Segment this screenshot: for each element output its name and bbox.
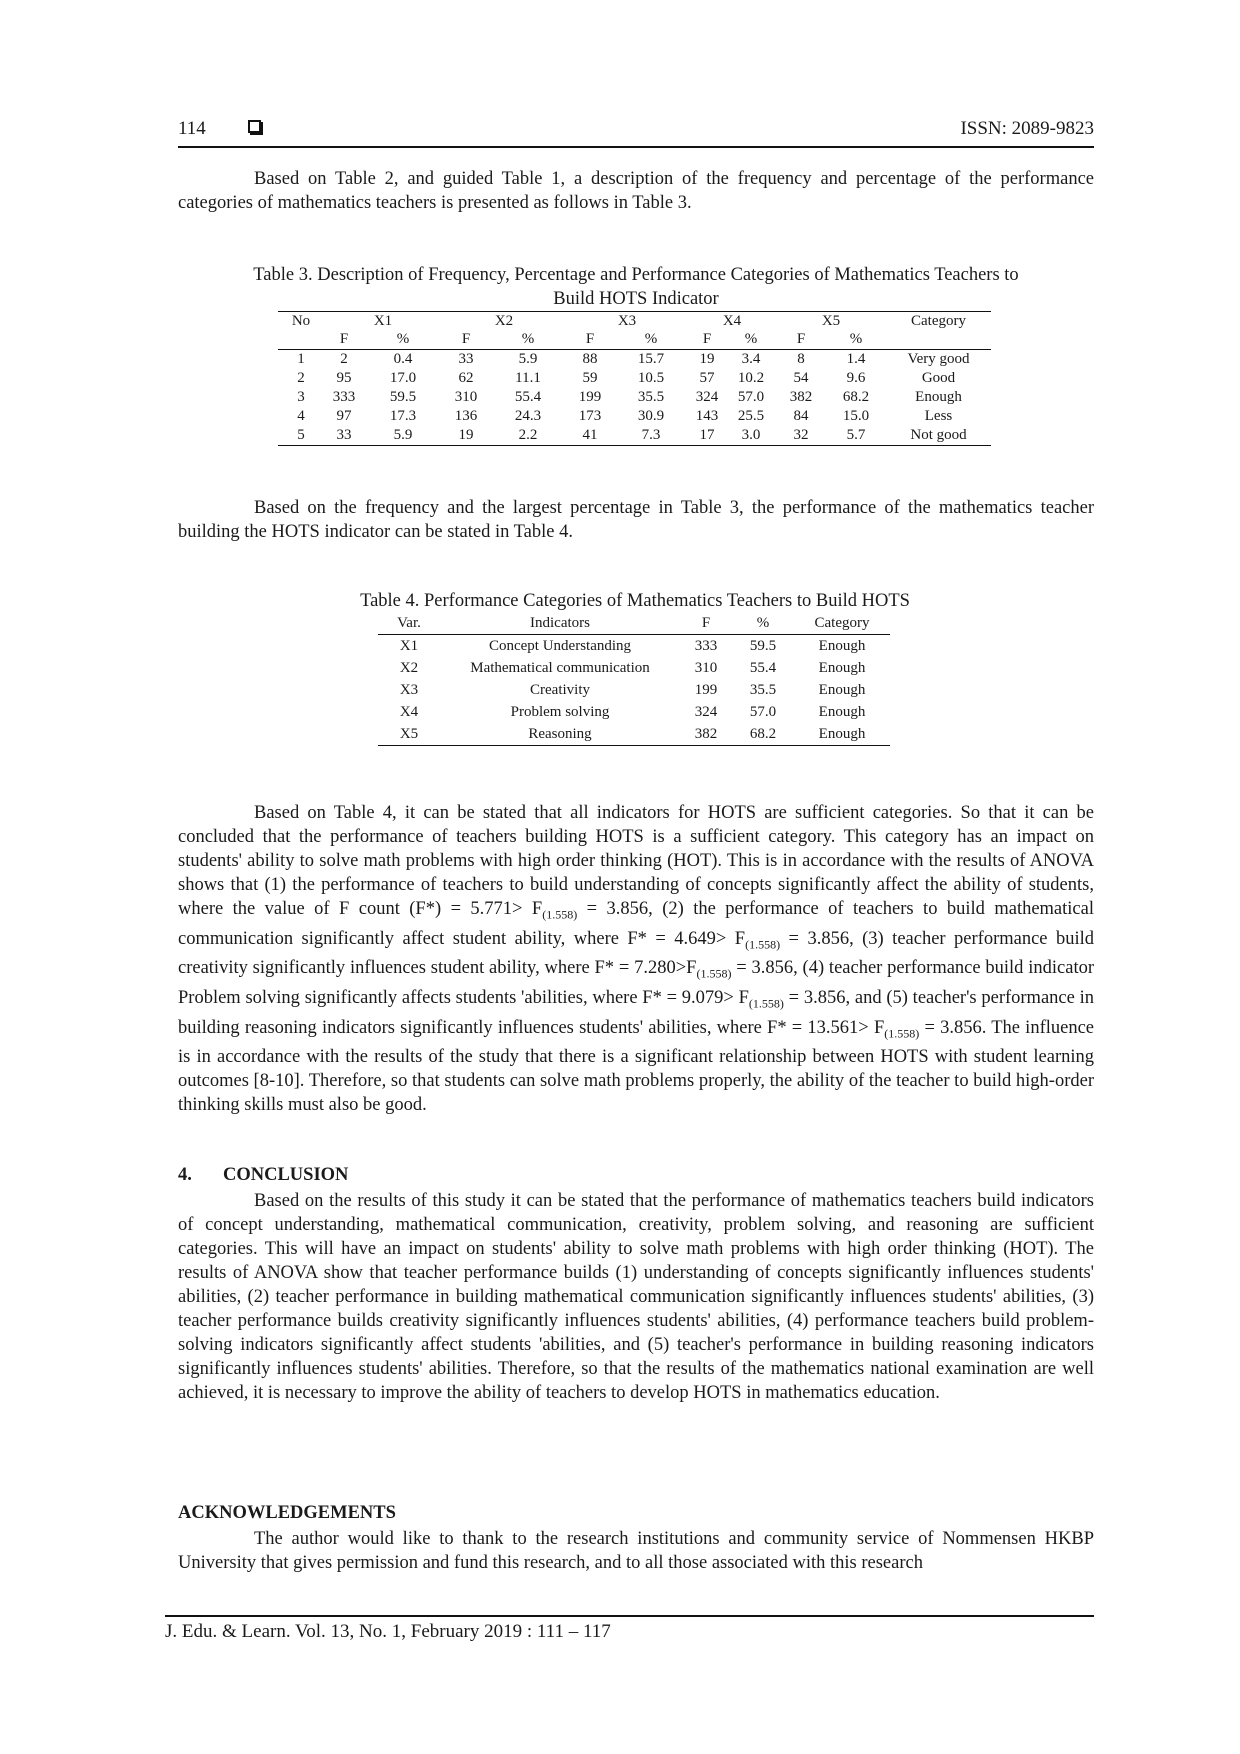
table3-cell: 35.5	[637, 389, 665, 405]
table4-header-row	[378, 612, 890, 635]
table3-row	[278, 426, 991, 446]
table4-row	[378, 701, 890, 723]
table3-caption-line2: Build HOTS Indicator	[553, 289, 719, 309]
table3-caption-line1: Table 3. Description of Frequency, Percentage and Performance Categories of Mathematics Teachers to	[253, 265, 1019, 285]
table3-cell: Very good	[907, 351, 970, 367]
table4-cell: X5	[399, 725, 419, 742]
table3-cell: 4	[297, 408, 305, 424]
table3-cell: 2	[297, 370, 305, 386]
table3-header-x4: X4	[722, 312, 742, 329]
table4-cell: 199	[694, 681, 718, 698]
conclusion-number: 4.	[178, 1165, 192, 1185]
table3-cell: 57.0	[737, 389, 765, 405]
table3-cell: 199	[578, 389, 602, 405]
table4-body	[378, 635, 890, 746]
page-footer	[165, 1615, 1094, 1643]
table3-cell: 41	[582, 427, 598, 443]
table3-cell: 24.3	[514, 408, 542, 424]
issn: ISSN: 2089-9823	[960, 118, 1094, 139]
table3-cell: 5.9	[393, 427, 413, 443]
table3-cell: 3.0	[741, 427, 761, 443]
table3-cell: 333	[332, 389, 356, 405]
table4-cell: Mathematical communication	[470, 659, 650, 676]
table4-row	[378, 723, 890, 746]
table4-cell: 59.5	[749, 637, 777, 654]
table3-cell: 15.7	[637, 351, 665, 367]
table3-row	[278, 388, 991, 407]
table4-header-f: F	[680, 612, 732, 635]
f-subscript: (1.558)	[696, 967, 732, 982]
table3-sub-f: F	[324, 331, 364, 350]
table3-subheader-row	[278, 331, 991, 350]
table3-cell: 68.2	[842, 389, 870, 405]
table4-cell: Enough	[818, 725, 866, 742]
table3-caption	[178, 263, 1094, 311]
table3-cell: 173	[578, 408, 602, 424]
table3-subheader-empty	[886, 331, 991, 350]
conclusion-paragraph: Based on the results of this study it can be stated that the performance of mathematics teachers build indicators of concept understanding, mathematical communication, creativity, problem solving, and reasoning are sufficient categories. This will have an impact on students' ability to solve math problems with high order thinking (HOT). The results of ANOVA show that teacher performance builds (1) understanding of concepts significantly influences students' abilities, (2) teacher performance in building mathematical communication significantly influences students' abilities, (3) teacher performance builds creativity significantly influences students' abilities, (4) performance teachers build problem-solving indicators significantly affect students 'abilities, and (5) teacher's performance in building reasoning indicators significantly influences students' abilities. Therefore, so that the results of the mathematics national examination are well achieved, it is necessary to improve the ability of teachers to develop HOTS in mathematics education.	[178, 1191, 1094, 1403]
table3-cell: 8	[797, 351, 805, 367]
table4-cell: Enough	[818, 681, 866, 698]
table3-cell: 19	[458, 427, 474, 443]
intro-paragraph: Based on Table 2, and guided Table 1, a description of the frequency and percentage of the performance categories of mathematics teachers is presented as follows in Table 3.	[178, 169, 1094, 213]
table3-cell: 32	[793, 427, 809, 443]
f-subscript: (1.558)	[745, 937, 781, 952]
table4-cell: 333	[694, 637, 718, 654]
table3-row	[278, 369, 991, 388]
table4-cell: 68.2	[749, 725, 777, 742]
para3-part: = 3.856, (4) teacher performance build indicator Problem solving significantly affects students 'abilities, where F* = 9.079> F	[178, 958, 1094, 1009]
table3-cell: 382	[789, 389, 813, 405]
table4-cell: Creativity	[530, 681, 590, 698]
table3-cell: 62	[458, 370, 474, 386]
acknowledgements-heading: ACKNOWLEDGEMENTS	[178, 1503, 396, 1523]
table3-sub-pct: %	[614, 331, 688, 350]
table3-row	[278, 407, 991, 426]
table3-cell: 17	[699, 427, 715, 443]
table3-header-x1: X1	[373, 312, 393, 329]
table3-sub-pct: %	[490, 331, 566, 350]
table3-cell: 15.0	[842, 408, 870, 424]
table4-cell: X2	[399, 659, 419, 676]
table3-cell: 11.1	[515, 370, 541, 386]
para3-part: = 3.856. The influence is in accordance with the results of the study that there is a significant relationship between HOTS with student learning outcomes [8-10]. Therefore, so that students can solve math problems properly, the ability of the teacher to build high-order thinking skills must also be good.	[178, 1017, 1095, 1116]
table3-header-row	[278, 312, 991, 331]
f-subscript: (1.558)	[542, 907, 578, 922]
table3	[278, 311, 991, 446]
table4-cell: Enough	[818, 659, 866, 676]
table3-cell: 0.4	[393, 351, 413, 367]
table4-cell: 35.5	[749, 681, 777, 698]
table4-row	[378, 679, 890, 701]
table4-row	[378, 657, 890, 679]
table3-cell: 5.7	[846, 427, 866, 443]
footer-citation: J. Edu. & Learn. Vol. 13, No. 1, February 2019 : 111 – 117	[165, 1621, 611, 1642]
para3-part: = 3.856, (2) the performance of teachers to build mathematical communication significantly affect student ability, where F* = 4.649> F	[178, 899, 1094, 949]
table3-cell: 136	[454, 408, 478, 424]
table3-cell: 59	[582, 370, 598, 386]
paragraph-3	[178, 801, 1094, 1117]
table4-header-indicators: Indicators	[440, 612, 680, 635]
f-subscript: (1.558)	[748, 996, 784, 1011]
para3-part: = 3.856, and (5) teacher's performance in building reasoning indicators significantly influences students' abilities, where F* = 13.561> F	[178, 988, 1094, 1038]
table3-row	[278, 350, 991, 370]
table3-cell: 17.3	[389, 408, 417, 424]
header-box-icon	[248, 120, 261, 133]
table3-header-x2: X2	[494, 312, 514, 329]
paragraph-2: Based on the frequency and the largest percentage in Table 3, the performance of the mathematics teacher building the HOTS indicator can be stated in Table 4.	[178, 498, 1094, 542]
table3-cell: 3	[297, 389, 305, 405]
table3-cell: 2.2	[518, 427, 538, 443]
table3-cell: 59.5	[389, 389, 417, 405]
table3-sub-f: F	[442, 331, 490, 350]
table3-cell: 310	[454, 389, 478, 405]
acknowledgements-paragraph: The author would like to thank to the research institutions and community service of Nommensen HKBP University that gives permission and fund this research, and to all those associated with this research	[178, 1529, 1094, 1573]
table3-cell: 88	[582, 351, 598, 367]
conclusion-title: CONCLUSION	[223, 1165, 349, 1185]
table3-sub-pct: %	[364, 331, 442, 350]
table3-cell: 2	[340, 351, 348, 367]
table3-cell: Good	[921, 370, 956, 386]
table3-cell: 97	[336, 408, 352, 424]
conclusion-heading	[178, 1165, 348, 1186]
page-number: 114	[178, 118, 206, 139]
table4-cell: Enough	[818, 703, 866, 720]
table3-cell: 3.4	[741, 351, 761, 367]
table4-caption: Table 4. Performance Categories of Mathematics Teachers to Build HOTS	[360, 591, 910, 611]
table4-cell: 310	[694, 659, 718, 676]
table3-cell: 54	[793, 370, 809, 386]
table3-sub-f: F	[566, 331, 614, 350]
table3-cell: 30.9	[637, 408, 665, 424]
table3-cell: 10.2	[737, 370, 765, 386]
table4-cell: Reasoning	[528, 725, 592, 742]
table4-cell: 382	[694, 725, 718, 742]
table3-cell: Less	[924, 408, 953, 424]
table3-header-x3: X3	[617, 312, 637, 329]
table3-cell: 324	[695, 389, 719, 405]
table3-subheader-empty	[278, 331, 324, 350]
table3-cell: 143	[695, 408, 719, 424]
table3-sub-pct: %	[726, 331, 776, 350]
table4-cell: Concept Understanding	[488, 637, 632, 654]
table4-cell: 57.0	[749, 703, 777, 720]
table3-cell: 5.9	[518, 351, 538, 367]
para3-part: = 3.856, (3) teacher performance build creativity significantly influences student ability, where F* = 7.280>F	[178, 928, 1094, 979]
table4-header-category: Category	[794, 612, 890, 635]
table3-cell: 5	[297, 427, 305, 443]
table3-cell: 25.5	[737, 408, 765, 424]
table3-cell: Enough	[915, 389, 962, 405]
table3-cell: 1.4	[846, 351, 866, 367]
table3-cell: 33	[458, 351, 474, 367]
table4-header-pct: %	[732, 612, 794, 635]
table3-cell: 1	[297, 351, 305, 367]
para3-part: Based on Table 4, it can be stated that all indicators for HOTS are sufficient categories. So that it can be concluded that the performance of teachers building HOTS is a sufficient category. This category has an impact on students' ability to solve math problems with high order thinking (HOT). This is in accordance with the results of ANOVA shows that (1) the performance of teachers to build understanding of concepts significantly affect the ability of students, where the value of F count (F*) = 5.771> F	[178, 803, 1094, 919]
table4-cell: Enough	[818, 637, 866, 654]
table3-cell: 84	[793, 408, 809, 424]
table3-header-x5: X5	[821, 312, 841, 329]
table4-cell: X3	[399, 681, 419, 698]
table3-cell: 19	[699, 351, 715, 367]
table3-cell: 9.6	[846, 370, 866, 386]
table3-cell: 55.4	[514, 389, 542, 405]
page-header	[178, 118, 1094, 148]
table4-header-var: Var.	[378, 612, 440, 635]
table3-header-category: Category	[911, 312, 966, 329]
table4-cell: Problem solving	[510, 703, 610, 720]
table3-sub-f: F	[688, 331, 726, 350]
table3-body	[278, 350, 991, 446]
table3-cell: Not good	[910, 427, 967, 443]
table4-row	[378, 635, 890, 658]
table4-cell: 55.4	[749, 659, 777, 676]
table3-header-no: No	[291, 312, 311, 329]
table3-cell: 95	[336, 370, 352, 386]
table3-sub-f: F	[776, 331, 826, 350]
table4-cell: X1	[399, 637, 419, 654]
f-subscript: (1.558)	[884, 1026, 920, 1041]
table3-sub-pct: %	[826, 331, 886, 350]
table3-cell: 10.5	[637, 370, 665, 386]
table3-cell: 17.0	[389, 370, 417, 386]
table3-cell: 7.3	[641, 427, 661, 443]
table4-cell: 324	[694, 703, 718, 720]
table4	[378, 612, 890, 746]
table4-cell: X4	[399, 703, 419, 720]
table3-cell: 57	[699, 370, 715, 386]
table3-cell: 33	[336, 427, 352, 443]
